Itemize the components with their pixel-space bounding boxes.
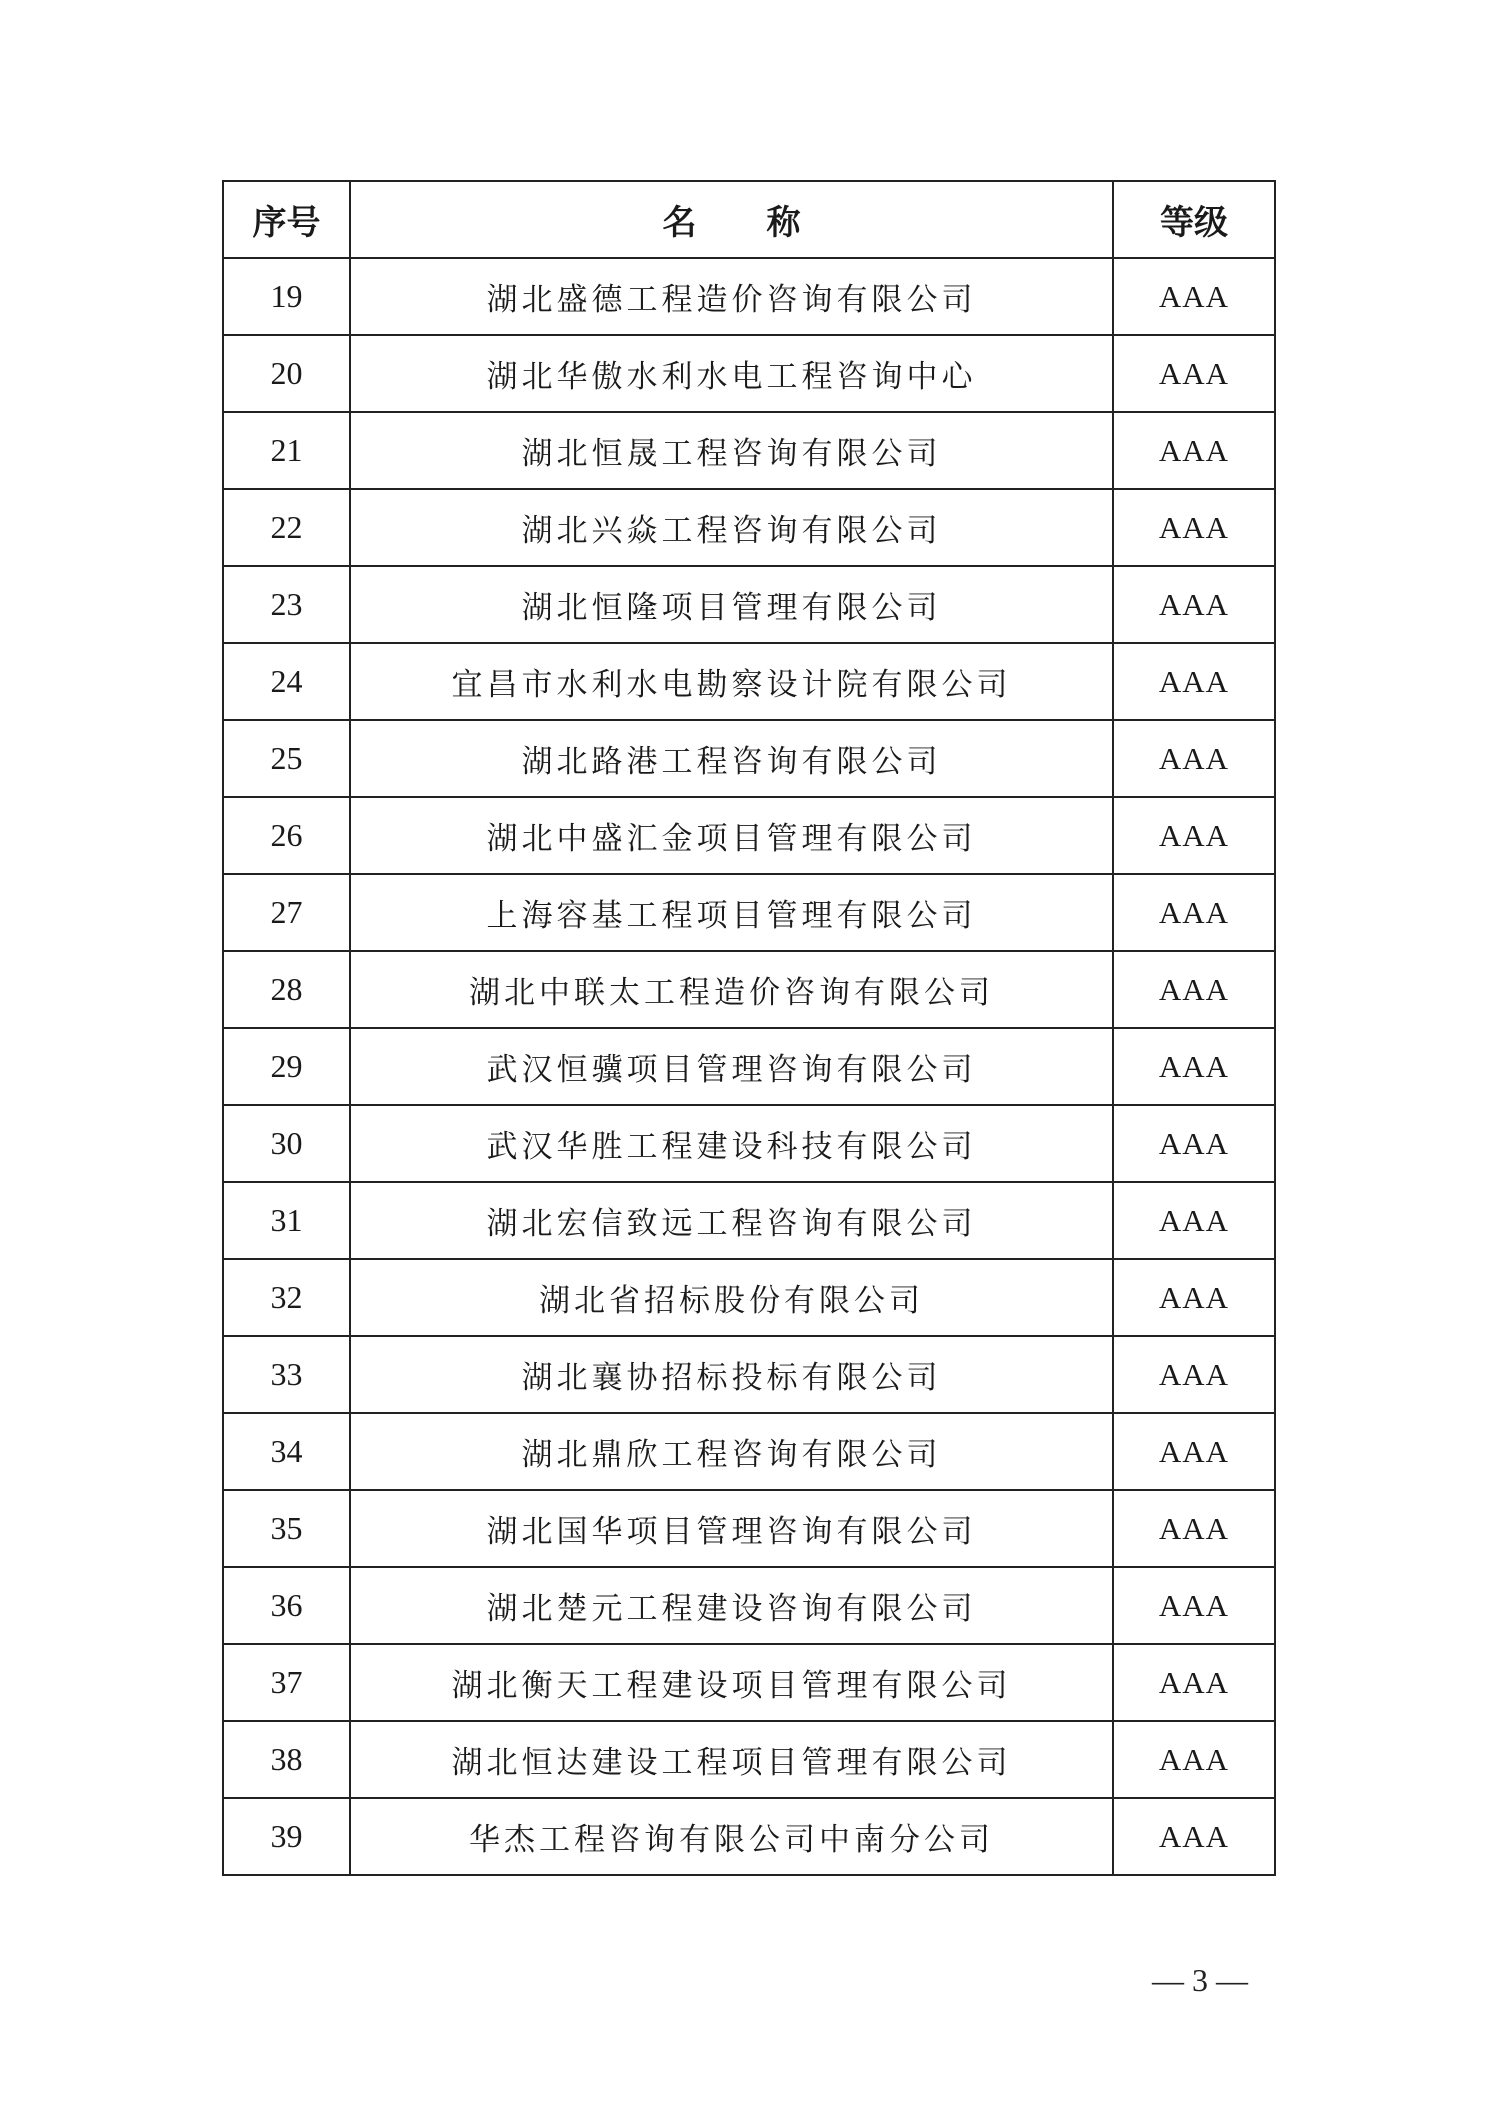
row-company-name: 上海容基工程项目管理有限公司 <box>350 874 1113 951</box>
row-company-name: 湖北鼎欣工程咨询有限公司 <box>350 1413 1113 1490</box>
row-company-name: 湖北华傲水利水电工程咨询中心 <box>350 335 1113 412</box>
row-index: 38 <box>223 1721 350 1798</box>
table-row <box>223 1721 1275 1798</box>
page-number: — 3 — <box>1152 1962 1248 1998</box>
table-row <box>223 258 1275 335</box>
table-row <box>223 412 1275 489</box>
row-grade: AAA <box>1113 720 1275 797</box>
row-grade: AAA <box>1113 1644 1275 1721</box>
table-row <box>223 1028 1275 1105</box>
table-row <box>223 874 1275 951</box>
row-index: 37 <box>223 1644 350 1721</box>
header-name <box>350 181 1113 258</box>
row-company-name: 湖北中盛汇金项目管理有限公司 <box>350 797 1113 874</box>
row-index: 29 <box>223 1028 350 1105</box>
row-company-name: 湖北楚元工程建设咨询有限公司 <box>350 1567 1113 1644</box>
row-grade: AAA <box>1113 951 1275 1028</box>
row-grade: AAA <box>1113 1567 1275 1644</box>
row-company-name: 宜昌市水利水电勘察设计院有限公司 <box>350 643 1113 720</box>
table-body <box>223 258 1275 1875</box>
table-row <box>223 1182 1275 1259</box>
table-row <box>223 1798 1275 1875</box>
row-grade: AAA <box>1113 1259 1275 1336</box>
row-grade: AAA <box>1113 1413 1275 1490</box>
row-grade: AAA <box>1113 335 1275 412</box>
row-company-name: 湖北恒达建设工程项目管理有限公司 <box>350 1721 1113 1798</box>
row-grade: AAA <box>1113 412 1275 489</box>
row-index: 25 <box>223 720 350 797</box>
row-index: 27 <box>223 874 350 951</box>
row-index: 28 <box>223 951 350 1028</box>
table-row <box>223 1644 1275 1721</box>
row-grade: AAA <box>1113 1721 1275 1798</box>
row-grade: AAA <box>1113 1028 1275 1105</box>
row-index: 35 <box>223 1490 350 1567</box>
row-grade: AAA <box>1113 1798 1275 1875</box>
row-grade: AAA <box>1113 258 1275 335</box>
row-company-name: 武汉华胜工程建设科技有限公司 <box>350 1105 1113 1182</box>
table-row <box>223 643 1275 720</box>
table-row <box>223 1490 1275 1567</box>
row-company-name: 湖北衡天工程建设项目管理有限公司 <box>350 1644 1113 1721</box>
row-grade: AAA <box>1113 643 1275 720</box>
table-row <box>223 566 1275 643</box>
row-index: 36 <box>223 1567 350 1644</box>
row-grade: AAA <box>1113 874 1275 951</box>
row-grade: AAA <box>1113 1336 1275 1413</box>
row-index: 24 <box>223 643 350 720</box>
table-row <box>223 797 1275 874</box>
row-company-name: 湖北恒隆项目管理有限公司 <box>350 566 1113 643</box>
table-row <box>223 1413 1275 1490</box>
row-grade: AAA <box>1113 1490 1275 1567</box>
table-row <box>223 951 1275 1028</box>
row-index: 32 <box>223 1259 350 1336</box>
row-index: 31 <box>223 1182 350 1259</box>
header-index: 序号 <box>223 181 350 258</box>
row-company-name: 湖北中联太工程造价咨询有限公司 <box>350 951 1113 1028</box>
table-row <box>223 720 1275 797</box>
row-grade: AAA <box>1113 566 1275 643</box>
row-company-name: 湖北国华项目管理咨询有限公司 <box>350 1490 1113 1567</box>
row-company-name: 武汉恒骥项目管理咨询有限公司 <box>350 1028 1113 1105</box>
row-company-name: 湖北宏信致远工程咨询有限公司 <box>350 1182 1113 1259</box>
table-row <box>223 1259 1275 1336</box>
row-index: 26 <box>223 797 350 874</box>
row-company-name: 湖北襄协招标投标有限公司 <box>350 1336 1113 1413</box>
header-grade: 等级 <box>1113 181 1275 258</box>
row-index: 22 <box>223 489 350 566</box>
row-index: 19 <box>223 258 350 335</box>
row-grade: AAA <box>1113 797 1275 874</box>
row-index: 33 <box>223 1336 350 1413</box>
row-index: 39 <box>223 1798 350 1875</box>
table-row <box>223 1567 1275 1644</box>
table-header-row <box>223 181 1275 258</box>
row-grade: AAA <box>1113 489 1275 566</box>
row-grade: AAA <box>1113 1105 1275 1182</box>
company-grade-table <box>222 180 1276 1876</box>
header-name-text: 名称 <box>662 203 871 243</box>
row-company-name: 湖北路港工程咨询有限公司 <box>350 720 1113 797</box>
row-company-name: 湖北省招标股份有限公司 <box>350 1259 1113 1336</box>
row-index: 30 <box>223 1105 350 1182</box>
row-company-name: 华杰工程咨询有限公司中南分公司 <box>350 1798 1113 1875</box>
row-grade: AAA <box>1113 1182 1275 1259</box>
row-company-name: 湖北兴焱工程咨询有限公司 <box>350 489 1113 566</box>
row-company-name: 湖北恒晟工程咨询有限公司 <box>350 412 1113 489</box>
row-index: 23 <box>223 566 350 643</box>
table-row <box>223 489 1275 566</box>
row-index: 34 <box>223 1413 350 1490</box>
row-company-name: 湖北盛德工程造价咨询有限公司 <box>350 258 1113 335</box>
table-row <box>223 1105 1275 1182</box>
table-row <box>223 335 1275 412</box>
row-index: 21 <box>223 412 350 489</box>
table-row <box>223 1336 1275 1413</box>
row-index: 20 <box>223 335 350 412</box>
